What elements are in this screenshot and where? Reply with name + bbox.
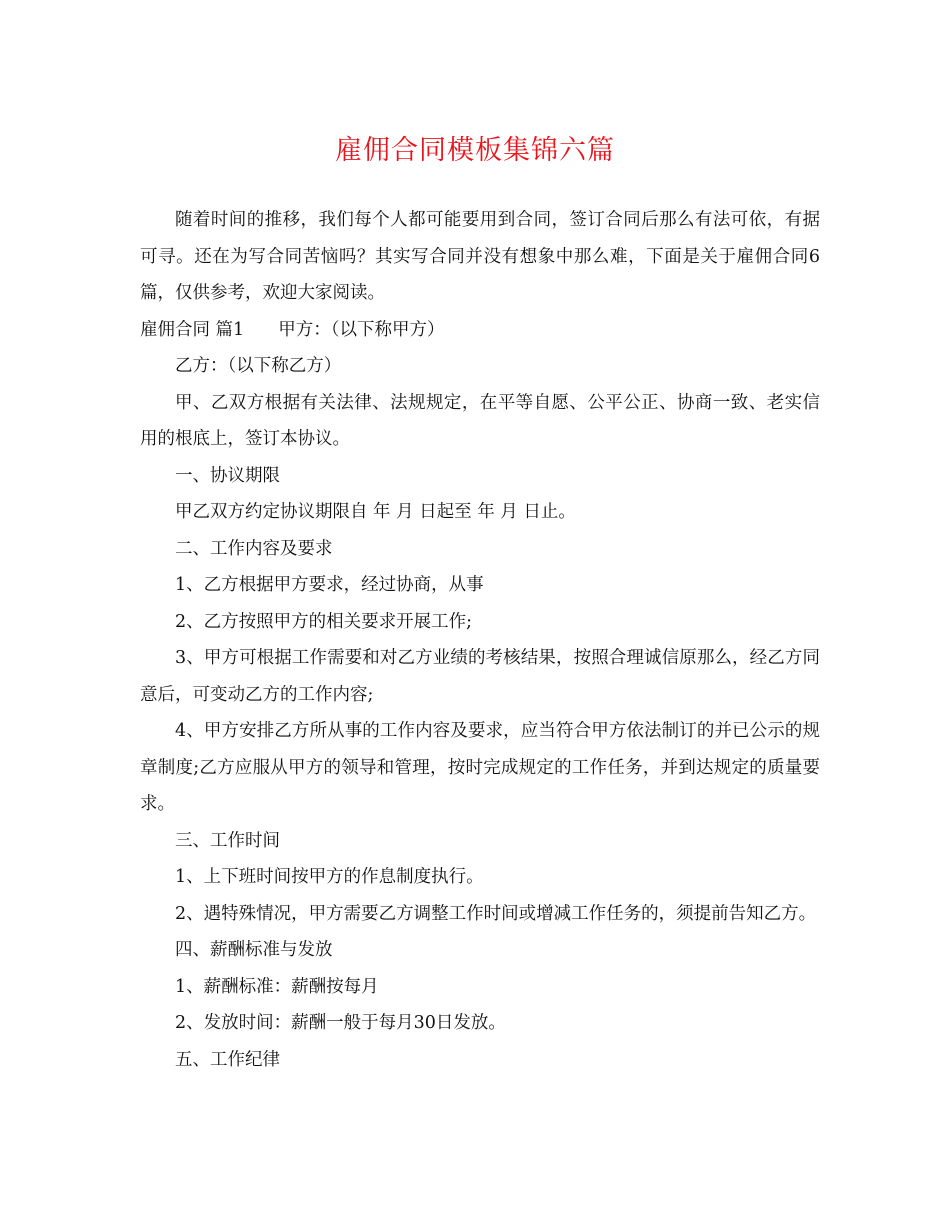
section-heading-line	[140, 312, 820, 349]
heading-work-content: 二、工作内容及要求	[175, 538, 333, 559]
heading-salary: 四、薪酬标准与发放	[175, 940, 333, 960]
work-item-1: 1、乙方根据甲方要求，经过协商，从事	[175, 575, 484, 595]
preamble-paragraph: 甲、乙双方根据有关法律、法规规定，在平等自愿、公平公正、协商一致、老实信用的根底上，签订本协议。	[140, 392, 820, 449]
heading-work-time: 三、工作时间	[175, 830, 280, 851]
heading-term: 一、协议期限	[175, 465, 280, 486]
work-item-2: 2、乙方按照甲方的相关要求开展工作;	[175, 611, 473, 632]
intro-paragraph: 随着时间的推移，我们每个人都可能要用到合同，签订合同后那么有法可依，有据可寻。还在为写合同苦恼吗？其实写合同并没有想象中那么难，下面是关于雇佣合同6篇，仅供参考，欢迎大家阅读。	[140, 210, 820, 303]
party-a-line: 甲方：（以下称甲方）	[278, 319, 445, 340]
salary-item-2: 2、发放时间：薪酬一般于每月30日发放。	[175, 1013, 506, 1033]
time-item-2: 2、遇特殊情况，甲方需要乙方调整工作时间或增减工作任务的，须提前告知乙方。	[175, 903, 817, 924]
heading-discipline: 五、工作纪律	[175, 1049, 280, 1070]
term-paragraph: 甲乙双方约定协议期限自 年 月 日起至 年 月 日止。	[175, 502, 576, 522]
document-title: 雇佣合同模板集锦六篇	[335, 135, 615, 166]
party-b-line: 乙方：（以下称乙方）	[175, 356, 342, 376]
work-item-3: 3、甲方可根据工作需要和对乙方业绩的考核结果，按照合理诚信原那么，经乙方同意后，可变动乙方的工作内容;	[140, 648, 820, 705]
salary-item-1: 1、薪酬标准：薪酬按每月	[175, 976, 379, 997]
document-body	[140, 202, 820, 1078]
section-label: 雇佣合同 篇1	[140, 319, 245, 340]
time-item-1: 1、上下班时间按甲方的作息制度执行。	[175, 867, 484, 887]
work-item-4: 4、甲方安排乙方所从事的工作内容及要求，应当符合甲方依法制订的并已公示的规章制度;乙方应服从甲方的领导和管理，按时完成规定的工作任务，并到达规定的质量要求。	[140, 721, 820, 814]
